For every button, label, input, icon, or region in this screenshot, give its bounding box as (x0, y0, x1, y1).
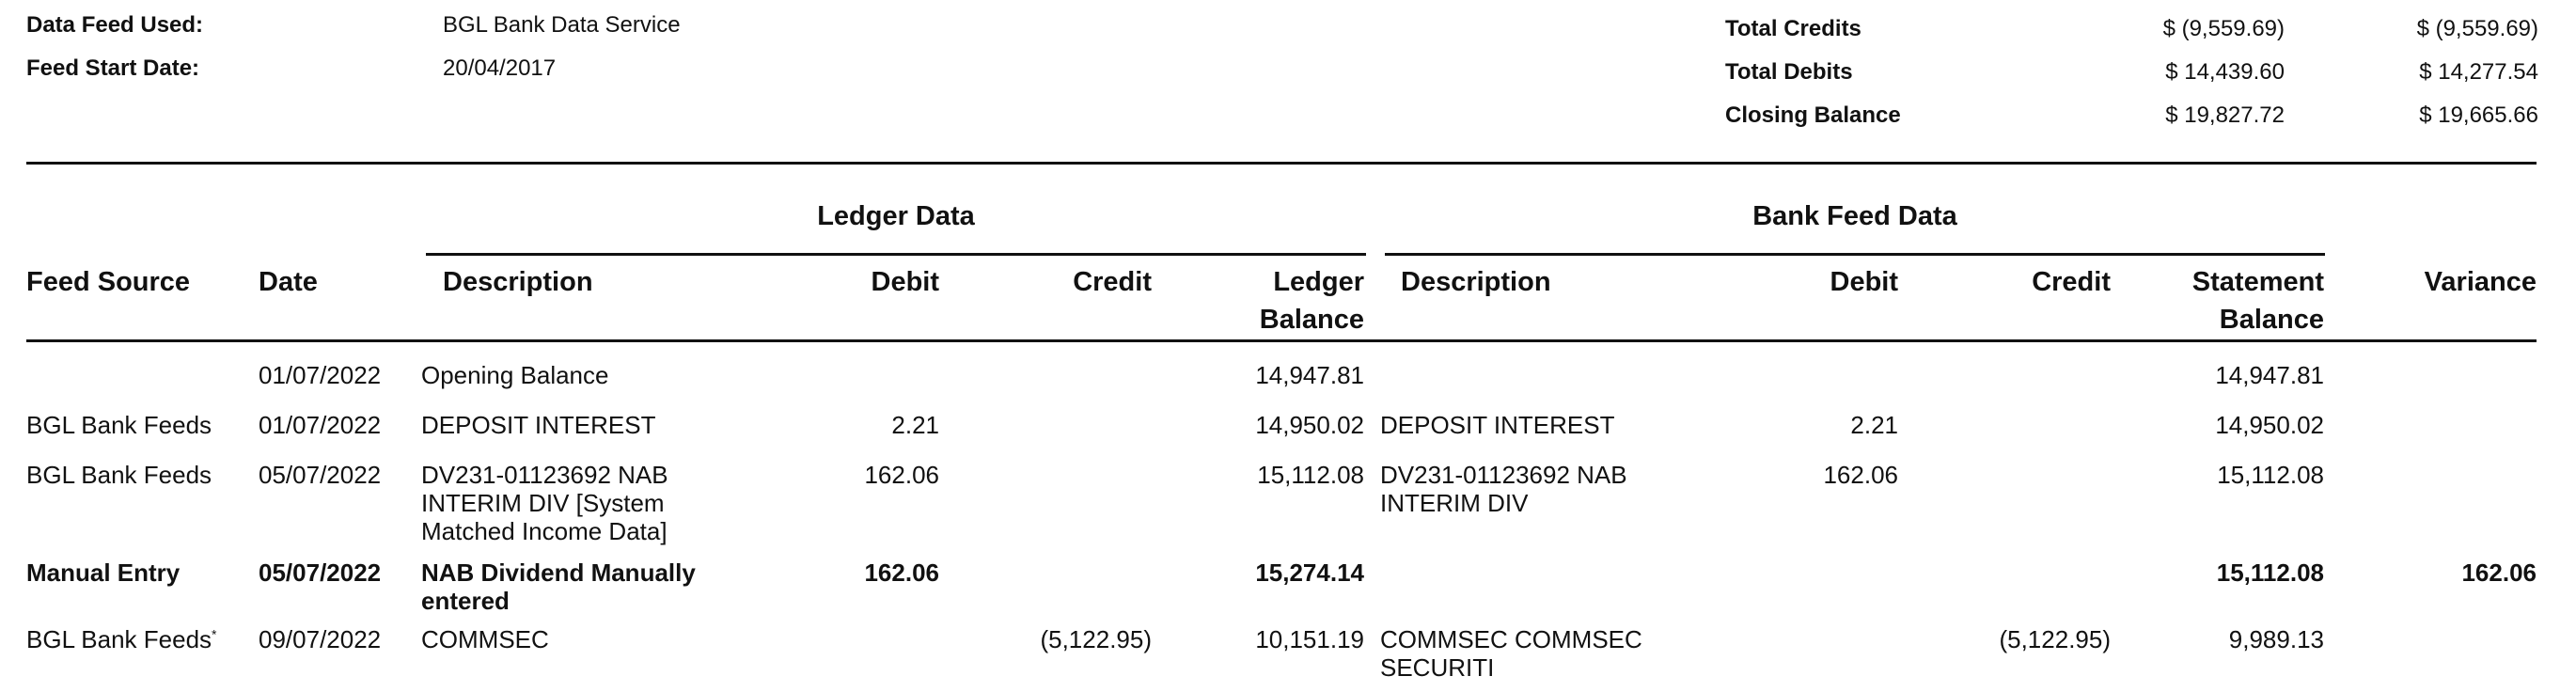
cell-ledger-description: DEPOSIT INTEREST (421, 411, 656, 439)
col-bank-debit: Debit (1830, 267, 1898, 297)
cell-feed-source: Manual Entry (26, 558, 181, 587)
total-debits-ledger: $ 14,439.60 (2165, 59, 2285, 85)
cell-bank-debit: 162.06 (1823, 461, 1898, 489)
closing-balance-bank: $ 19,665.66 (2419, 102, 2538, 128)
col-ledger-balance-line2: Balance (1259, 305, 1364, 335)
cell-ledger-debit: 2.21 (891, 411, 939, 439)
start-date-value: 20/04/2017 (443, 55, 557, 81)
cell-bank-credit: (5,122.95) (1999, 625, 2111, 653)
cell-variance: 162.06 (2461, 558, 2537, 587)
cell-statement-balance: 15,112.08 (2217, 461, 2324, 489)
col-statement-balance-line1: Statement (2191, 267, 2324, 297)
col-ledger-balance (1176, 263, 1364, 338)
cell-ledger-balance: 14,950.02 (1255, 411, 1364, 439)
cell-ledger-description: NAB Dividend Manually entered (421, 558, 696, 615)
cell-date: 05/07/2022 (259, 558, 382, 587)
col-variance: Variance (2424, 267, 2537, 297)
total-credits-label: Total Credits (1725, 16, 1861, 41)
cell-date: 09/07/2022 (259, 625, 382, 653)
col-feed-source: Feed Source (26, 267, 191, 297)
feed-used-value: BGL Bank Data Service (443, 12, 681, 38)
bank-group-rule (1385, 253, 2325, 256)
cell-feed-source: BGL Bank Feeds (26, 411, 212, 439)
cell-bank-description: COMMSEC COMMSEC SECURITI (1380, 625, 1642, 682)
closing-balance-label: Closing Balance (1725, 102, 1901, 128)
cell-statement-balance: 15,112.08 (2216, 558, 2324, 587)
col-ledger-credit: Credit (1073, 267, 1152, 297)
total-credits-ledger: $ (9,559.69) (2162, 16, 2285, 41)
cell-date: 05/07/2022 (259, 461, 382, 489)
col-bank-description: Description (1401, 267, 1551, 297)
col-ledger-balance-line1: Ledger (1273, 267, 1364, 297)
ledger-data-heading: Ledger Data (817, 201, 975, 231)
cell-ledger-description: COMMSEC (421, 625, 549, 653)
cell-statement-balance: 14,947.81 (2215, 361, 2324, 389)
total-credits-bank: $ (9,559.69) (2416, 16, 2538, 41)
cell-bank-debit: 2.21 (1850, 411, 1898, 439)
cell-ledger-balance: 10,151.19 (1255, 625, 1364, 653)
cell-ledger-balance: 14,947.81 (1255, 361, 1364, 389)
col-date: Date (259, 267, 318, 297)
ledger-group-rule (426, 253, 1366, 256)
bank-feed-data-heading: Bank Feed Data (1752, 201, 1957, 231)
col-bank-credit: Credit (2032, 267, 2111, 297)
cell-ledger-description: Opening Balance (421, 361, 609, 389)
col-statement-balance-line2: Balance (2219, 305, 2324, 335)
footnote-marker: * (212, 626, 217, 642)
cell-ledger-balance: 15,274.14 (1255, 558, 1364, 587)
cell-feed-source: BGL Bank Feeds (26, 461, 212, 489)
col-ledger-debit: Debit (871, 267, 939, 297)
total-debits-bank: $ 14,277.54 (2419, 59, 2538, 85)
section-divider (26, 162, 2537, 165)
cell-bank-description: DV231-01123692 NAB INTERIM DIV (1380, 461, 1627, 517)
cell-feed-source (26, 625, 216, 653)
cell-ledger-description: DV231-01123692 NAB INTERIM DIV [System Matched Income Data] (421, 461, 668, 545)
cell-ledger-debit: 162.06 (864, 558, 939, 587)
cell-ledger-balance: 15,112.08 (1257, 461, 1364, 489)
cell-date: 01/07/2022 (259, 361, 382, 389)
header-rule (26, 339, 2537, 342)
feed-used-label: Data Feed Used: (26, 12, 204, 38)
cell-ledger-debit: 162.06 (864, 461, 939, 489)
col-ledger-description: Description (443, 267, 593, 297)
cell-bank-description: DEPOSIT INTEREST (1380, 411, 1615, 439)
start-date-label: Feed Start Date: (26, 55, 200, 81)
cell-date: 01/07/2022 (259, 411, 382, 439)
cell-statement-balance: 9,989.13 (2228, 625, 2324, 653)
closing-balance-ledger: $ 19,827.72 (2165, 102, 2285, 128)
cell-feed-source-text: BGL Bank Feeds (26, 625, 212, 653)
cell-statement-balance: 14,950.02 (2215, 411, 2324, 439)
cell-ledger-credit: (5,122.95) (1040, 625, 1152, 653)
total-debits-label: Total Debits (1725, 59, 1853, 85)
col-statement-balance (2136, 263, 2324, 338)
